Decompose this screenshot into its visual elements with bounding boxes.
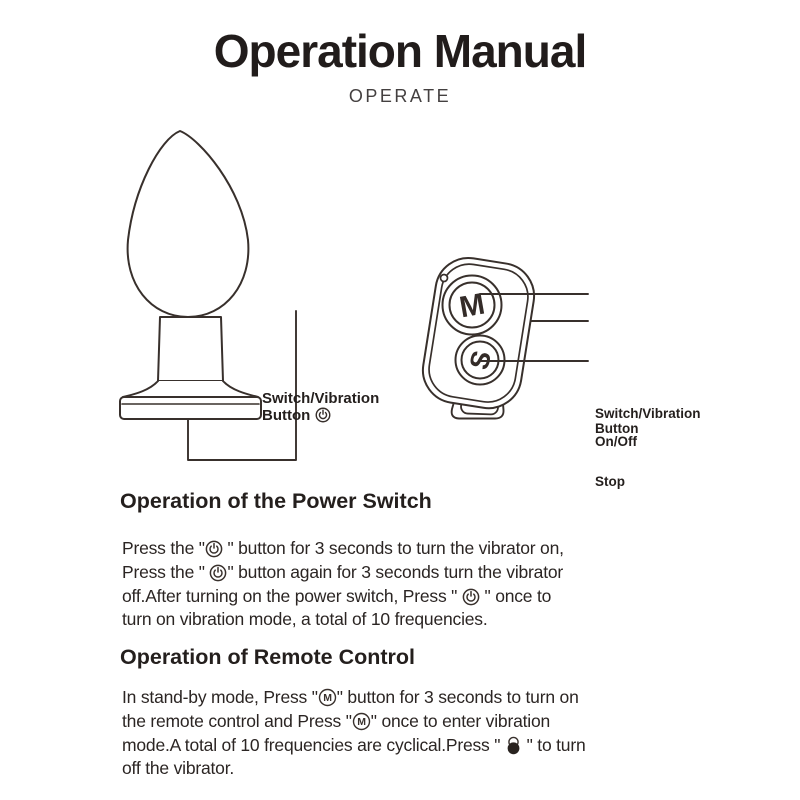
remote-label-line1: Switch/Vibration: [595, 406, 701, 421]
power-icon: [205, 540, 223, 558]
paragraph-line: Press the " " button again for 3 seconds turn the vibrator: [122, 561, 564, 582]
svg-text:M: M: [322, 692, 332, 705]
plug-label-line2: Button: [262, 407, 379, 427]
paragraph-line: Press the " " button for 3 seconds to turn the vibrator on,: [122, 538, 564, 558]
section-heading-remote-control: Operation of Remote Control: [120, 645, 416, 669]
section-paragraph-power-switch: [122, 537, 564, 632]
power-icon: [462, 588, 480, 606]
power-icon: [315, 407, 331, 427]
remote-stop-label: Stop: [595, 474, 625, 489]
page-subtitle: OPERATE: [348, 86, 452, 106]
m-circle-icon: [318, 688, 337, 707]
paragraph-line: off.After turning on the power switch, Press " " once to: [122, 585, 552, 606]
plug-body-outline: [128, 131, 249, 317]
paragraph-line: mode.A total of 10 frequencies are cyclical.Press " " to turn: [122, 734, 586, 755]
paragraph-line: turn on vibration mode, a total of 10 frequencies.: [122, 609, 488, 630]
plug-neck-outline: [158, 317, 223, 381]
paragraph-line: off the vibrator.: [122, 758, 235, 779]
plug-label-line1: Switch/Vibration: [262, 390, 380, 407]
svg-text:M: M: [357, 715, 366, 728]
paragraph-line: the remote control and Press " M " once to enter vibration: [122, 710, 551, 731]
remote-on-off-label: On/Off: [595, 434, 637, 449]
remote-label-line2: Button: [595, 421, 639, 436]
paragraph-line: In stand-by mode, Press " M " button for 3 seconds to turn on: [122, 687, 579, 707]
plug-flare-outline: [123, 381, 258, 397]
remote-mode-button-letter: M: [456, 287, 488, 325]
plug-button-label: [262, 391, 379, 427]
section-heading-power-switch: Operation of the Power Switch: [120, 489, 432, 513]
remote-led-dot: [441, 275, 448, 282]
page-title: Operation Manual: [213, 25, 587, 77]
section-paragraph-remote-control: [122, 686, 586, 781]
remote-mode-button-label: [595, 406, 701, 436]
m-circle-icon: [352, 712, 371, 731]
power-icon: [209, 564, 227, 582]
plug-base-outline: [120, 397, 261, 419]
remote-stop-button-letter: S: [463, 347, 498, 373]
power-ball-icon: [505, 735, 522, 755]
device-diagram: [0, 120, 800, 489]
